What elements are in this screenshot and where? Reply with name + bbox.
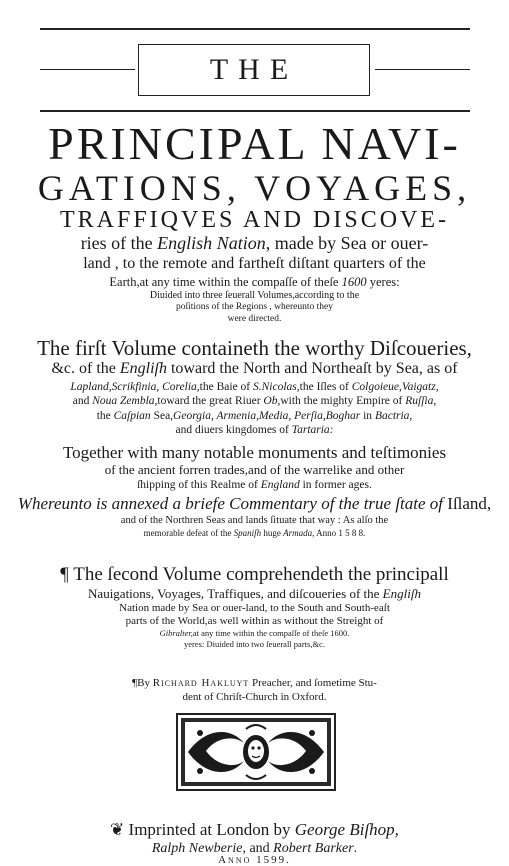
text: and — [72, 395, 93, 407]
volume1-heading: The firſt Volume containeth the worthy Diſcoueries, — [37, 336, 472, 360]
text: &c. of the — [51, 360, 120, 377]
text: Preacher, and ſometime Stu- — [249, 677, 377, 689]
subtitle-line5: poſitions of the Regions , whereunto they — [176, 302, 333, 312]
volume1-line5 — [0, 409, 509, 423]
subtitle-line2: land , to the remote and fartheſt diſtant quarters of the — [83, 255, 426, 272]
together-line1: Together with many notable monuments and teſtimonies — [62, 443, 447, 462]
text-italic: Bactria, — [374, 410, 413, 422]
text: Sea, — [150, 410, 174, 422]
author-line1 — [0, 676, 509, 690]
text-italic: Ob, — [263, 395, 281, 407]
volume2-line6: yeres: Diuided into two ſeuerall parts,&c. — [184, 639, 325, 649]
fleuron-icon: ❦ — [110, 820, 125, 839]
text-italic: Colgoieue,Vaigatz, — [351, 381, 439, 393]
printers-ornament-icon — [176, 713, 336, 791]
volume2-line2 — [0, 586, 509, 602]
imprint-year: Anno 1599. — [218, 854, 291, 866]
text: Earth,at any time within the compaſſe of theſe — [109, 275, 342, 289]
text-italic: Georgia, Armenia,Media, Perſia,Boghar — [173, 410, 361, 422]
text: , and — [242, 841, 274, 856]
text-italic: Engliſh — [382, 586, 421, 601]
text-italic: Tartaria: — [291, 424, 334, 436]
text-italic: Caſpian — [113, 410, 151, 422]
frame-rule-right — [375, 69, 470, 70]
main-title-line2: GATIONS, VOYAGES, — [37, 168, 472, 208]
whereunto-line3 — [0, 528, 509, 539]
volume1-line3 — [0, 380, 509, 394]
text-italic: George Biſhop, — [294, 820, 399, 839]
volume2-line3: Nation made by Sea or ouer-land, to the South and South-eaſt — [119, 602, 390, 614]
author-line2: dent of Chriſt-Church in Oxford. — [182, 691, 327, 703]
subtitle-line3 — [0, 274, 509, 290]
text: . — [353, 841, 358, 856]
text: toward the great Riuer — [157, 395, 264, 407]
volume2-line5 — [0, 628, 509, 638]
text-italic: Nation — [216, 233, 266, 253]
text: in — [360, 410, 375, 422]
text: at any time within the compaſſe of theſe 1600. — [192, 628, 350, 638]
text: Anno 1 5 8 8. — [314, 528, 366, 538]
text-italic: Engliſh — [119, 360, 167, 377]
together-line2: of the ancient forren trades,and of the warrelike and other — [104, 462, 405, 477]
text-italic: Spaniſh — [233, 528, 262, 538]
pilcrow-icon: ¶ — [60, 564, 69, 585]
text: Nauigations, Voyages, Traffiques, and diſcoueries of the — [88, 586, 383, 601]
volume1-line2 — [0, 359, 509, 379]
whereunto-line1 — [0, 493, 509, 515]
text: Iſland, — [443, 494, 492, 513]
pilcrow-icon: ¶ — [132, 677, 138, 689]
text: toward the North and Northeaſt by Sea, as of — [166, 360, 458, 377]
together-line3 — [0, 478, 509, 492]
text: Imprinted at London by — [124, 820, 295, 839]
text-italic: Whereunto is annexed a briefe Commentary of the true ſtate of — [17, 494, 444, 513]
text: in former ages. — [299, 479, 372, 491]
text: with the mighty Empire of — [280, 395, 406, 407]
text-italic: Ralph Newberie — [151, 841, 243, 856]
main-title-line1: PRINCIPAL NAVI- — [48, 118, 461, 169]
text: the Iſles of — [299, 381, 352, 393]
text: By — [137, 677, 153, 689]
imprint-line1 — [0, 820, 509, 840]
text: huge — [261, 528, 284, 538]
text: The ſecond Volume comprehendeth the principall — [68, 564, 449, 585]
text-italic: S.Nicolas, — [253, 381, 300, 393]
title-frame — [40, 28, 470, 112]
text: , made by Sea or ouer- — [265, 233, 429, 253]
author-name: Richard Hakluyt — [152, 677, 250, 689]
text: the — [96, 410, 114, 422]
volume1-line6 — [0, 423, 509, 437]
subtitle-line1 — [0, 232, 509, 254]
title-the: THE — [209, 53, 299, 86]
title-box — [138, 44, 370, 96]
frame-rule-left — [40, 69, 135, 70]
text-italic: Ruſſia, — [405, 395, 437, 407]
text-italic: Noua Zembla, — [92, 395, 158, 407]
text-italic: Robert Barker — [273, 841, 354, 856]
text-italic: England — [260, 479, 300, 491]
volume1-line4 — [0, 394, 509, 408]
text: ries of the — [80, 233, 158, 253]
text-italic: English — [157, 233, 213, 253]
whereunto-line2: and of the Northren Seas and lands ſituate that way : As alſo the — [120, 515, 389, 526]
subtitle-line6: were directed. — [227, 314, 282, 324]
text-italic: 1600 — [341, 275, 367, 289]
volume2-heading — [0, 563, 509, 587]
text: and diuers kingdomes of — [175, 424, 292, 436]
text-italic: Armada, — [283, 528, 315, 538]
text: the Baie of — [199, 381, 253, 393]
text: memorable defeat of the — [143, 528, 234, 538]
text-italic: Lapland,Scrikfinia, Corelia, — [70, 381, 200, 393]
subtitle-line4: Diuided into three ſeuerall Volumes,according to the — [149, 290, 360, 301]
text: yeres: — [366, 275, 400, 289]
volume2-line4: parts of the World,as well within as without the Streight of — [125, 615, 384, 627]
text-italic: Gibralter, — [159, 628, 193, 638]
text: ſhipping of this Realme of — [137, 479, 261, 491]
main-title-line3: TRAFFIQVES AND DISCOVE- — [59, 207, 450, 233]
